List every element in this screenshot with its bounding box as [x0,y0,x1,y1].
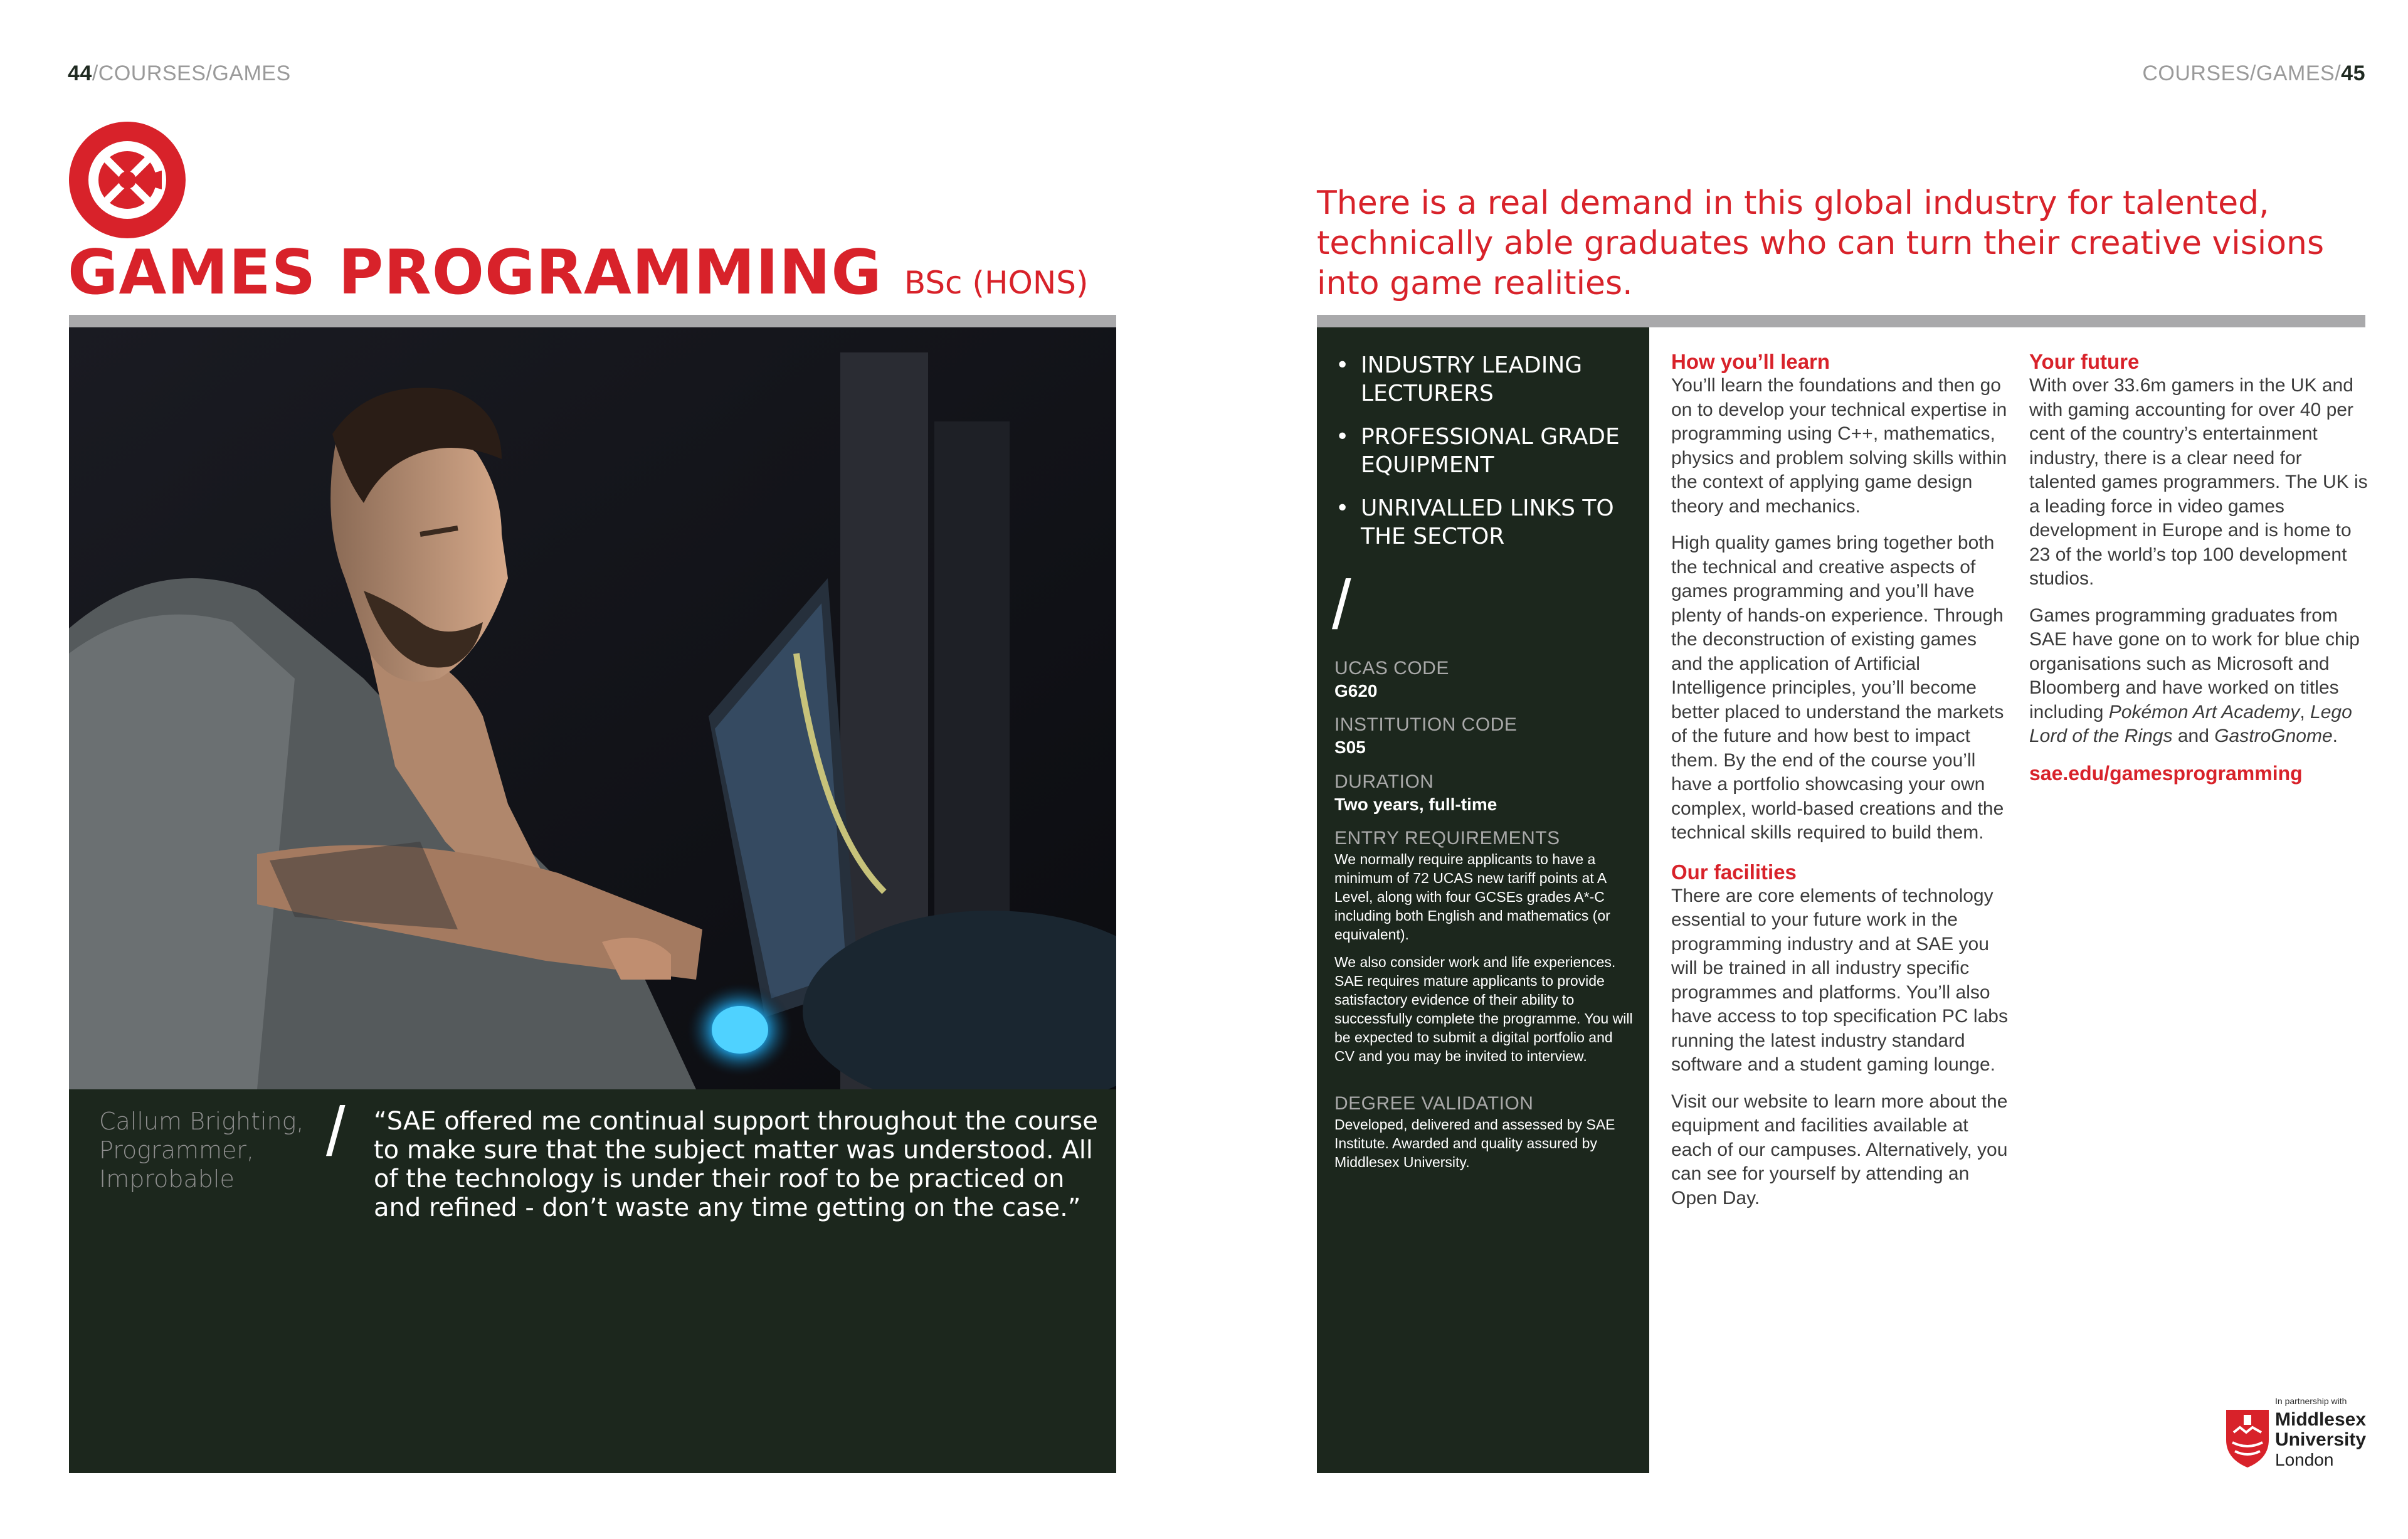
partner-prefix: In partnership with [2275,1396,2347,1406]
future-text: Games programming graduates from SAE have gone on to work for blue chip organisations such as Microsoft and Bloomberg and have worked on titles including [2029,605,2360,722]
duration-block [1334,771,1635,816]
future-paragraph-2 [2029,604,2368,749]
quote-text: “SAE offered me continual support throughout the course to make sure that the subject matter was understood. All of the technology is under their roof to be practiced on and refined - don’t waste any time getting on the case.” [374,1107,1098,1222]
ucas-code-block [1334,657,1635,702]
institution-code-label: INSTITUTION CODE [1334,714,1518,735]
facilities-paragraph-2: Visit our website to learn more about the equipment and facilities available at each of our campuses. Alternatively, you can see for yourself by attending an Open Day. [1671,1091,2008,1208]
duration-label: DURATION [1334,771,1434,792]
entry-requirements-label: ENTRY REQUIREMENTS [1334,828,1560,849]
ucas-code-label: UCAS CODE [1334,658,1449,679]
partner-name-line-2: University [2275,1429,2367,1450]
highlight-item: • UNRIVALLED LINKS TO THE SECTOR [1334,494,1648,551]
institution-code-block [1334,714,1635,759]
game-title: Lego Lord of the Rings [2029,701,2352,746]
learn-heading: How you’ll learn [1671,350,1830,373]
highlight-item: • INDUSTRY LEADING LECTURERS [1334,351,1648,408]
ucas-code-value: G620 [1334,681,1378,701]
quote-author-role: Programmer, [99,1136,255,1164]
quote-author-company: Improbable [99,1165,235,1193]
programmer-photo [69,327,1116,1089]
right-divider-bar [1317,315,2365,327]
highlight-item: • PROFESSIONAL GRADE EQUIPMENT [1334,423,1648,479]
highlights-list [1334,351,1648,566]
degree-validation-label: DEGREE VALIDATION [1334,1093,1534,1114]
future-text: . [2332,726,2338,746]
facilities-paragraph-1: There are core elements of technology essential to your future work in the programming industry and at SAE you will be trained in all industry specific programmes and platforms. You’ll also have access to top specification PC labs running the latest industry standard software and a student gaming lounge. [1671,885,2008,1075]
right-section-path: COURSES/GAMES/ [2142,61,2342,85]
degree-validation-block [1334,1092,1635,1171]
entry-requirements-text-2: We also consider work and life experiences. SAE requires mature applicants to provide satisfactory evidence of their ability to successfully complete the programme. You will be expected to submit a digital portfolio and CV and you may be invited to interview. [1334,954,1633,1064]
right-page-header [2142,61,2365,86]
learn-paragraph-2: High quality games bring together both the technical and creative aspects of games programming and you’ll have plenty of hands-on experience. Through the deconstruction of existing games and the application of Artificial Intelligence principles, you’ll become better placed to understand the markets of the future and how best to impact them. By the end of the course you’ll have a portfolio showcasing your own complex, world-based creations and the technical skills required to build them. [1671,532,2004,843]
partner-name-line-1: Middlesex [2275,1409,2367,1430]
course-award: BSc (HONS) [904,265,1089,301]
quote-slash: / [326,1093,346,1170]
headline: There is a real demand in this global industry for talented, technically able graduates who can turn their creative visions into game realities. [1317,184,2325,302]
learn-paragraph-1: You’ll learn the foundations and then go on to develop your technical expertise in programming using C++, mathematics, physics and problem solving skills within the context of applying game design theory and mechanics. [1671,375,2007,517]
partner-name-line-3: London [2275,1450,2334,1469]
course-website-link[interactable]: sae.edu/gamesprogramming [2029,761,2303,785]
middlesex-partner-logo [2225,1396,2369,1478]
panel-slash: / [1332,566,1351,643]
left-page-header [68,61,291,86]
course-title: GAMES PROGRAMMING [68,237,882,309]
page-title [68,237,1089,309]
entry-requirements-block [1334,827,1635,1066]
game-title: Pokémon Art Academy [2108,701,2300,722]
duration-value: Two years, full-time [1334,795,1497,814]
left-page-number: 44 [68,61,92,85]
institution-code-value: S05 [1334,738,1366,757]
degree-validation-text: Developed, delivered and assessed by SAE Institute. Awarded and quality assured by Middlesex University. [1334,1116,1615,1170]
game-title: GastroGnome [2214,726,2333,746]
left-divider-bar [69,315,1116,327]
future-column [2029,350,2368,785]
quote-attribution [99,1107,325,1193]
future-paragraph-1: With over 33.6m gamers in the UK and with gaming accounting for over 40 per cent of the country’s entertainment industry, there is a clear need for talented games programmers. The UK is a leading force in video games development in Europe and is home to 23 of the world’s top 100 development studios. [2029,375,2368,589]
learn-column [1671,350,2010,1223]
quote-author-name: Callum Brighting, [99,1108,304,1135]
facilities-heading: Our facilities [1671,860,1797,884]
future-text: , [2300,701,2311,722]
future-text: and [2172,726,2215,746]
middlesex-shield-icon [2225,1409,2270,1469]
future-heading: Your future [2029,350,2140,373]
games-course-logo-icon [68,120,187,240]
left-section-path: /COURSES/GAMES [92,61,291,85]
right-page-number: 45 [2341,61,2365,85]
entry-requirements-text-1: We normally require applicants to have a minimum of 72 UCAS new tariff points at A Level, along with four GCSEs grades A*-C including both English and mathematics (or equivalent). [1334,851,1610,943]
